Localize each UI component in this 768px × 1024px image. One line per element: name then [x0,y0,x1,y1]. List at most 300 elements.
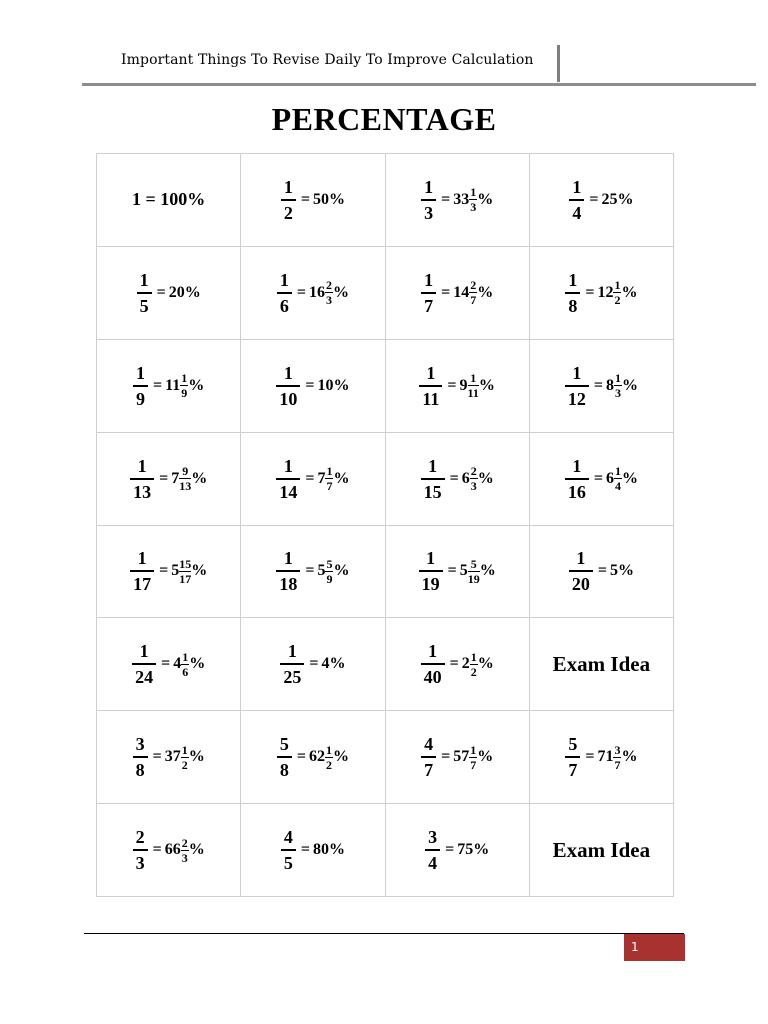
table-cell [530,526,674,619]
percent-value: 5% [609,562,634,580]
percent-fraction [181,744,189,771]
fraction-denominator: 2 [283,202,293,223]
equation [425,828,489,872]
fraction-bar [421,478,445,480]
fraction-numerator: 1 [576,548,586,569]
percent-fraction-numerator: 1 [614,464,621,479]
equals-sign: = [152,841,162,859]
fraction [133,735,148,779]
percent-sign: % [188,376,205,394]
percent-sign: % [189,655,206,673]
percent-sign: % [332,748,349,766]
percent-fraction [179,465,191,492]
percent-fraction-numerator: 2 [470,464,477,479]
equation [276,549,349,593]
fraction [421,642,445,686]
fraction-numerator: 1 [283,455,293,476]
percent-sign: % [191,562,208,580]
equation [569,178,633,222]
fraction-bar [281,849,296,851]
fraction-bar [130,478,154,480]
equals-sign: = [441,283,451,301]
fraction-denominator: 40 [423,667,442,688]
exam-idea-label: Exam Idea [552,651,651,676]
equation [565,735,637,779]
fraction-denominator: 3 [135,853,145,874]
percent-sign: % [477,469,494,487]
fraction-numerator: 1 [572,455,582,476]
percent-sign: % [479,562,496,580]
fraction-denominator: 4 [428,853,438,874]
percent-fraction-denominator: 2 [470,664,477,679]
fraction [137,271,152,315]
fraction-bar [421,199,436,201]
fraction [565,457,589,501]
table-cell [241,618,385,711]
percent-value: 75% [457,841,490,859]
table-cell [97,154,241,247]
percent-fraction-numerator: 1 [470,742,477,757]
percent-sign: % [477,748,494,766]
equals-sign: = [447,376,457,394]
equation [276,364,349,408]
fraction-denominator: 7 [424,760,434,781]
percent-fraction-denominator: 13 [179,479,192,494]
percent-fraction-denominator: 7 [326,479,333,494]
equals-sign: = [445,841,455,859]
percent-fraction [325,744,333,771]
percent-whole: 16 [308,283,325,301]
percent-fraction-denominator: 19 [467,571,480,586]
fraction [277,735,292,779]
equation [281,828,345,872]
equation [133,828,205,872]
fraction [565,364,589,408]
percent-whole: 33 [453,190,470,208]
fraction-denominator: 19 [421,574,440,595]
equals-sign: = [449,655,459,673]
fraction [276,364,300,408]
equals-sign: = [300,190,310,208]
equals-sign: = [305,469,315,487]
percent-whole: 66 [164,841,181,859]
fraction-bar [133,385,148,387]
percent-fraction-numerator: 9 [182,464,189,479]
percent-fraction [181,651,189,678]
percent-fraction-numerator: 2 [470,278,477,293]
fraction [132,642,156,686]
fraction [130,549,154,593]
equation [421,457,494,501]
fraction-bar [565,478,589,480]
fraction-numerator: 1 [568,269,578,290]
fraction-denominator: 14 [279,481,298,502]
equation [130,457,207,501]
percent-fraction-denominator: 2 [325,757,332,772]
percent-whole: 14 [453,283,470,301]
fraction-bar [137,292,152,294]
percent-fraction [469,744,477,771]
fraction-bar [281,199,296,201]
percent-whole: 62 [308,748,325,766]
fraction-bar [419,385,442,387]
percent-fraction [325,279,333,306]
equals-sign: = [161,655,171,673]
fraction-denominator: 3 [424,202,434,223]
fraction [276,549,300,593]
equation [130,549,207,593]
percent-value: 25% [601,190,634,208]
table-cell [241,711,385,804]
percent-value: 4% [321,655,346,673]
table-cell [530,804,674,897]
equals-sign: = [305,376,315,394]
equation [565,364,638,408]
percent-whole: 5 [459,562,468,580]
percent-fraction-denominator: 7 [470,757,477,772]
header-text: Important Things To Revise Daily To Improve Calculation [121,52,534,68]
fraction-numerator: 1 [424,176,434,197]
fraction-numerator: 1 [279,269,289,290]
percent-fraction-numerator: 1 [470,185,477,200]
percent-sign: % [477,190,494,208]
equation [133,735,205,779]
table-cell [386,804,530,897]
percent-fraction [613,744,621,771]
fraction-bar [419,570,443,572]
fraction-numerator: 1 [287,641,297,662]
fraction [421,457,445,501]
fraction-bar [276,570,300,572]
table-cell [241,804,385,897]
fraction-numerator: 1 [426,362,436,383]
percent-value: 20% [168,283,201,301]
percent-fraction-denominator: 11 [467,386,479,401]
percent-fraction [181,837,189,864]
equation [280,642,345,686]
percent-whole: 2 [461,655,470,673]
fraction [133,364,148,408]
percent-fraction [180,372,188,399]
percent-fraction [470,465,478,492]
equals-sign: = [309,655,319,673]
fraction-numerator: 1 [283,176,293,197]
fraction-numerator: 4 [424,734,434,755]
footer-rule [84,933,684,934]
table-cell [530,433,674,526]
fraction [569,178,584,222]
percent-whole: 5 [317,562,326,580]
percent-fraction [179,558,191,585]
fraction-numerator: 3 [428,827,438,848]
percent-fraction [614,372,622,399]
percent-fraction-denominator: 3 [325,293,332,308]
fraction-denominator: 4 [572,202,582,223]
fraction-numerator: 1 [283,362,293,383]
table-cell [530,340,674,433]
fraction [281,178,296,222]
fraction-numerator: 4 [283,827,293,848]
fraction [565,735,580,779]
percent-fraction-numerator: 1 [470,371,477,386]
fraction-denominator: 11 [422,388,440,409]
equation [565,271,637,315]
percent-value: 10% [317,376,350,394]
fraction [276,457,300,501]
fraction [421,735,436,779]
fraction-bar [421,292,436,294]
table-cell [97,711,241,804]
percent-sign: % [477,283,494,301]
table-cell [97,804,241,897]
fraction-denominator: 25 [283,667,302,688]
equation [419,364,494,408]
fraction [419,364,442,408]
percent-fraction-numerator: 2 [181,835,188,850]
fraction-bar [130,570,154,572]
table-cell [386,433,530,526]
fraction-numerator: 1 [139,641,149,662]
fraction [565,271,580,315]
page-title: PERCENTAGE [271,101,497,137]
percent-fraction-numerator: 1 [181,371,188,386]
percent-whole: 11 [165,376,181,394]
equals-sign: = [593,469,603,487]
fraction-numerator: 1 [426,548,436,569]
percent-sign: % [332,283,349,301]
equation [421,735,493,779]
fraction-bar [276,385,300,387]
fraction-bar [280,663,304,665]
fraction-bar [133,756,148,758]
percent-fraction-numerator: 1 [325,742,332,757]
percent-sign: % [191,469,208,487]
percent-fraction-numerator: 3 [614,742,621,757]
percent-sign: % [621,283,638,301]
fraction-denominator: 24 [135,667,154,688]
fraction-denominator: 10 [279,388,298,409]
fraction-denominator: 20 [571,574,590,595]
table-cell [241,526,385,619]
fraction-bar [565,292,580,294]
equals-sign: = [296,748,306,766]
table-cell [530,247,674,340]
fraction-numerator: 5 [568,734,578,755]
fraction-bar [565,385,589,387]
fraction-numerator: 3 [135,734,145,755]
percent-whole: 8 [605,376,614,394]
percent-fraction-numerator: 1 [182,649,189,664]
equals-sign: = [153,376,163,394]
fraction-numerator: 1 [428,455,438,476]
fraction-numerator: 2 [135,827,145,848]
fraction-denominator: 9 [136,388,145,409]
equals-sign: = [593,376,603,394]
fraction-bar [277,292,292,294]
fraction-bar [425,849,440,851]
equation [419,549,496,593]
percent-fraction [614,465,622,492]
table-cell [241,340,385,433]
table-cell [386,340,530,433]
fraction-numerator: 1 [572,176,582,197]
equals-sign: = [441,190,451,208]
fraction-denominator: 8 [135,760,145,781]
equals-sign: = [449,469,459,487]
percent-whole: 4 [173,655,182,673]
equation [421,271,493,315]
percent-fraction-denominator: 7 [614,757,621,772]
fraction-denominator: 16 [567,481,586,502]
percent-fraction-denominator: 9 [326,571,333,586]
percent-fraction-numerator: 1 [614,371,621,386]
percent-fraction-numerator: 1 [181,742,188,757]
percent-fraction-denominator: 2 [614,293,621,308]
percent-fraction [469,186,477,213]
fraction-numerator: 1 [283,548,293,569]
percent-whole: 57 [453,748,470,766]
table-cell [97,526,241,619]
equation [569,549,634,593]
fraction-numerator: 1 [424,269,434,290]
table-cell [530,618,674,711]
percent-fraction [468,558,480,585]
percent-whole: 9 [459,376,468,394]
table-cell [97,618,241,711]
equation [421,642,494,686]
fraction-bar [421,756,436,758]
fraction-denominator: 7 [568,760,578,781]
header-divider [557,45,560,82]
fraction-denominator: 6 [279,295,289,316]
fraction-bar [421,663,445,665]
percent-fraction [468,372,479,399]
percent-sign: % [333,562,350,580]
fraction-denominator: 8 [279,760,289,781]
table-cell [241,247,385,340]
fraction-numerator: 1 [136,362,145,383]
percent-fraction-numerator: 1 [326,464,333,479]
equals-sign: = [159,562,169,580]
fraction [130,457,154,501]
fraction [425,828,440,872]
fraction-bar [277,756,292,758]
fraction-denominator: 8 [568,295,578,316]
table-cell [386,247,530,340]
page-number: 1 [631,940,639,954]
fraction-bar [569,570,593,572]
fraction [421,271,436,315]
percent-whole: 7 [317,469,326,487]
table-cell [530,154,674,247]
fraction-denominator: 5 [283,853,293,874]
fraction [133,828,148,872]
fraction-numerator: 1 [428,641,438,662]
percent-sign: % [621,469,638,487]
equation [137,271,201,315]
table-cell [97,247,241,340]
percent-fraction-denominator: 17 [179,571,192,586]
table-cell [241,154,385,247]
percent-fraction-numerator: 2 [325,278,332,293]
percent-sign: % [478,376,495,394]
percent-whole: 6 [605,469,614,487]
percent-fraction [325,558,333,585]
fraction-numerator: 1 [572,362,582,383]
equals-sign: = [441,748,451,766]
equals-sign: = [597,562,607,580]
percent-fraction [613,279,621,306]
fraction-bar [276,478,300,480]
equation [277,271,349,315]
percent-fraction [469,279,477,306]
percent-fraction-numerator: 5 [470,556,477,571]
fraction-bar [569,199,584,201]
percent-fraction-numerator: 1 [470,649,477,664]
equation [277,735,349,779]
equation-text: 1 = 100% [131,189,206,210]
table-cell [386,711,530,804]
percent-fraction-numerator: 15 [179,556,192,571]
fraction-denominator: 12 [567,388,586,409]
percent-fraction-denominator: 7 [470,293,477,308]
page-number-box [624,934,685,961]
percent-fraction-denominator: 3 [614,386,621,401]
equals-sign: = [585,748,595,766]
percent-fraction-denominator: 2 [181,757,188,772]
percent-fraction-numerator: 1 [614,278,621,293]
fraction [419,549,443,593]
fraction [421,178,436,222]
table-cell [241,433,385,526]
equation [133,364,204,408]
percent-whole: 37 [164,748,181,766]
fraction-denominator: 17 [133,574,152,595]
equals-sign: = [305,562,315,580]
percent-sign: % [477,655,494,673]
equals-sign: = [447,562,457,580]
percent-fraction-denominator: 3 [470,479,477,494]
percent-value: 50% [312,190,345,208]
fraction-bar [565,756,580,758]
percent-fraction-denominator: 6 [182,664,189,679]
equals-sign: = [296,283,306,301]
table-cell [97,433,241,526]
percentage-table [96,153,674,897]
percent-whole: 12 [597,283,614,301]
table-cell [386,154,530,247]
fraction-denominator: 13 [133,481,152,502]
fraction [281,828,296,872]
equation [281,178,345,222]
fraction-denominator: 18 [279,574,298,595]
fraction-denominator: 15 [423,481,442,502]
fraction [277,271,292,315]
header-rule [82,83,756,86]
percent-sign: % [188,748,205,766]
fraction-bar [133,849,148,851]
equals-sign: = [152,748,162,766]
percent-whole: 71 [597,748,614,766]
fraction-numerator: 1 [139,269,149,290]
equation [565,457,638,501]
fraction-bar [132,663,156,665]
fraction-numerator: 5 [279,734,289,755]
equals-sign: = [585,283,595,301]
percent-sign: % [333,469,350,487]
table-cell [386,526,530,619]
percent-fraction-denominator: 4 [614,479,621,494]
